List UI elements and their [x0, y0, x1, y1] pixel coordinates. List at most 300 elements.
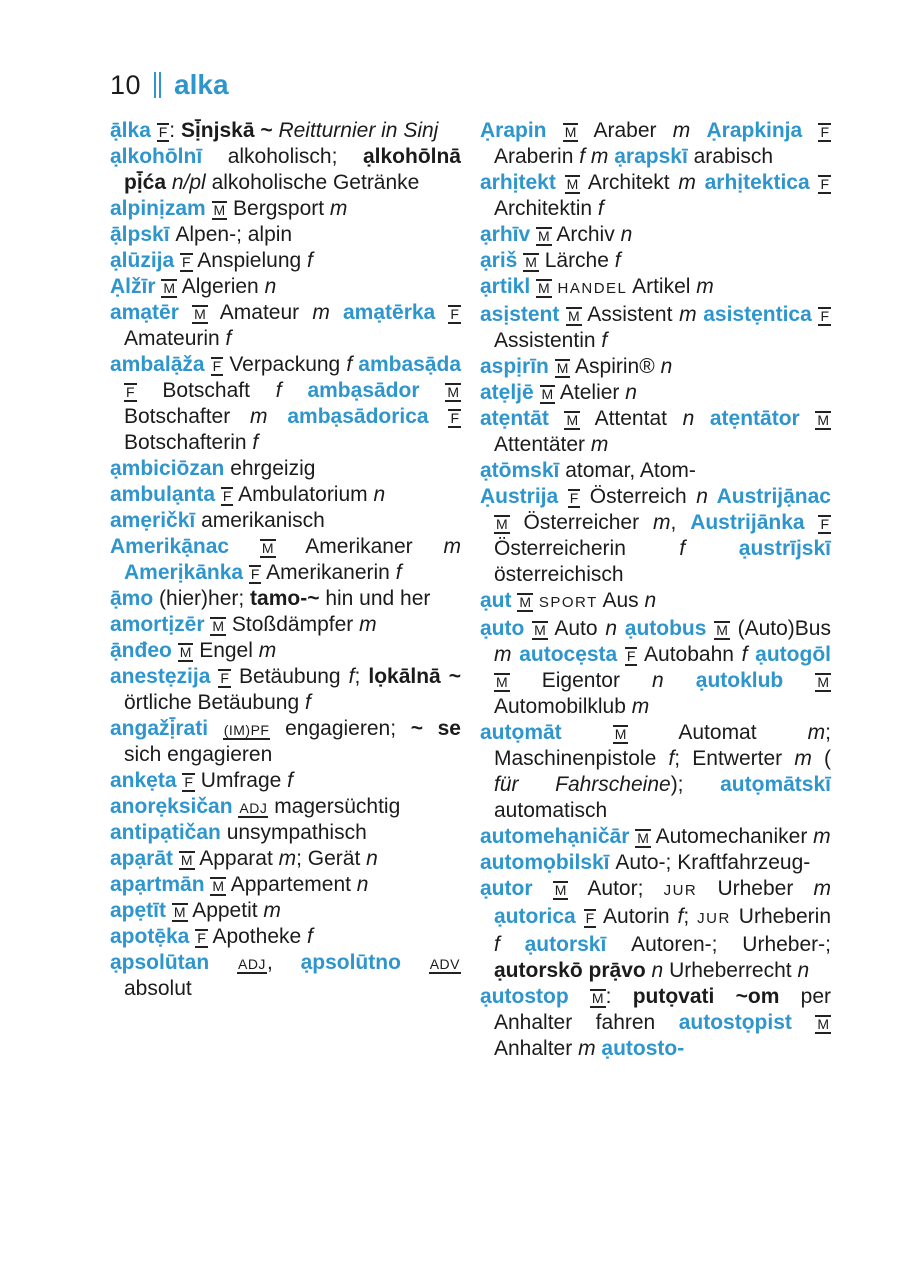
- translation-text: Bergsport: [227, 197, 330, 220]
- gender-letter: m: [652, 511, 671, 534]
- translation-text: Automechaniker: [650, 825, 814, 848]
- gender-letter: f: [614, 249, 621, 272]
- sub-headword: ~ se: [410, 717, 461, 740]
- gender-marker: F: [626, 648, 636, 664]
- gender-marker: M: [261, 540, 274, 556]
- gender-letter: m: [278, 847, 297, 870]
- gender-letter: f: [668, 747, 675, 770]
- headword: ambalạ̄ža: [110, 353, 211, 376]
- translation-text: Attentäter: [494, 433, 591, 456]
- gender-letter: f: [307, 925, 313, 948]
- translation-text: Attentat: [580, 407, 683, 430]
- dictionary-entry: [480, 984, 831, 1062]
- gender-marker: F: [820, 124, 829, 140]
- dictionary-entry: [480, 274, 831, 302]
- gender-marker: F: [585, 910, 595, 926]
- translation-text: Ambulatorium: [233, 483, 374, 506]
- gender-letter: f: [348, 665, 355, 688]
- gender-marker: M: [212, 618, 225, 634]
- gender-letter: f: [252, 431, 259, 454]
- translation-text: Botschafter: [124, 405, 251, 428]
- translation-text: ; Entwerter: [674, 747, 795, 770]
- translation-text: per Anhalter fahren: [494, 985, 831, 1034]
- headword: ạutogōl: [747, 643, 831, 666]
- headword: ạtōmskī: [480, 459, 566, 482]
- headword: antipạtičan: [110, 821, 227, 844]
- gender-marker: F: [222, 488, 232, 504]
- gender-marker: F: [220, 670, 229, 686]
- gender-marker: M: [534, 622, 546, 638]
- gender-letter: f: [287, 769, 293, 792]
- translation-text: (Auto)Bus: [729, 617, 831, 640]
- gender-marker: M: [716, 622, 728, 638]
- translation-text: Lärche: [538, 249, 615, 272]
- translation-text: Autoren-; Urheber-;: [631, 933, 831, 956]
- gender-letter: n/pl: [171, 171, 212, 194]
- headword: automehạničār: [480, 825, 636, 848]
- gender-letter: n: [366, 847, 378, 870]
- headword: atẹljē: [480, 381, 540, 404]
- gender-letter: f: [677, 905, 684, 928]
- gender-letter: n: [696, 485, 708, 508]
- headword: ạutor: [480, 877, 553, 900]
- headword: ạ̄nđeo: [110, 639, 178, 662]
- sub-headword: putọvati ~om: [632, 985, 801, 1008]
- gender-letter: f: [679, 537, 686, 560]
- headword: ạriš: [480, 249, 524, 272]
- headword: Amerịkānka: [124, 561, 249, 584]
- headword: ạlkohōlnī: [110, 145, 228, 168]
- translation-text: Aus: [597, 589, 645, 612]
- headword: ankẹta: [110, 769, 183, 792]
- gender-letter: m: [494, 643, 512, 666]
- gender-letter: m: [443, 535, 461, 558]
- dictionary-entry: [480, 720, 831, 824]
- dictionary-entry: [110, 118, 461, 144]
- gender-letter: f: [395, 561, 402, 584]
- headword: asịstent: [480, 303, 567, 326]
- headword: ạutostop: [480, 985, 590, 1008]
- headword: amortịzēr: [110, 613, 211, 636]
- dictionary-entry: [480, 484, 831, 588]
- dictionary-entry: [110, 456, 461, 482]
- gender-marker: M: [194, 306, 206, 322]
- gender-marker: M: [564, 124, 577, 140]
- gender-letter: m: [263, 899, 281, 922]
- dictionary-entry: [110, 898, 461, 924]
- field-label: SPORT: [538, 594, 598, 611]
- translation-text: hin und her: [325, 587, 431, 610]
- gender-letter: m: [359, 613, 377, 636]
- headword: ạ̄mo: [110, 587, 160, 610]
- translation-text: Amateurin: [124, 327, 226, 350]
- translation-text: (: [811, 747, 832, 770]
- headword: Amerikạ̄nac: [110, 535, 260, 558]
- gender-marker: F: [569, 490, 579, 506]
- dictionary-entry: [110, 222, 461, 248]
- dictionary-entry: [110, 274, 461, 300]
- gender-marker: M: [212, 878, 225, 894]
- translation-text: Österreicher: [509, 511, 653, 534]
- gender-marker: M: [566, 176, 579, 192]
- gender-letter: m: [578, 1037, 596, 1060]
- gender-marker: F: [450, 410, 459, 426]
- translation-text: arabisch: [693, 145, 774, 168]
- gender-letter: m: [631, 695, 650, 718]
- dictionary-entry: [480, 824, 831, 850]
- headword: ạrapskī: [608, 145, 694, 168]
- gender-letter: Reitturnier in Sinj: [278, 119, 439, 142]
- gender-letter: n: [605, 617, 618, 640]
- gender-marker: M: [554, 882, 567, 898]
- translation-text: Umfrage: [194, 769, 288, 792]
- headword: arhịtekt: [480, 171, 565, 194]
- gender-marker: F: [250, 566, 260, 582]
- sub-headword: tamo-~: [250, 587, 326, 610]
- dictionary-entry: [110, 924, 461, 950]
- gender-marker: M: [519, 594, 532, 610]
- headword: Ạrapin: [480, 119, 563, 142]
- headword: apotẹ̄ka: [110, 925, 196, 948]
- translation-text: Urheberrecht: [663, 959, 798, 982]
- translation-text: automatisch: [494, 799, 608, 822]
- field-label: JUR: [663, 882, 698, 899]
- gender-letter: m: [813, 877, 831, 900]
- translation-text: Engel: [193, 639, 259, 662]
- headword: ạustrījskī: [685, 537, 831, 560]
- gender-letter: n: [373, 483, 386, 506]
- sub-headword: lọkālnā ~: [368, 665, 462, 688]
- headword: ạutorskī: [499, 933, 632, 956]
- translation-text: (hier)her;: [159, 587, 251, 610]
- translation-text: Betäubung: [230, 665, 349, 688]
- headword: atẹntātor: [694, 407, 816, 430]
- gender-marker: F: [197, 930, 206, 946]
- gender-letter: m: [679, 303, 697, 326]
- gender-marker: F: [450, 306, 459, 322]
- translation-text: amerikanisch: [201, 509, 325, 532]
- gender-letter: für Fahrscheine: [494, 773, 671, 796]
- gender-letter: f: [304, 691, 311, 714]
- translation-text: ; Gerät: [296, 847, 367, 870]
- dictionary-entry: [110, 534, 461, 586]
- gender-marker: F: [184, 774, 193, 790]
- translation-text: Assistentin: [494, 329, 602, 352]
- dictionary-entry: [110, 846, 461, 872]
- gender-letter: f: [225, 327, 232, 350]
- translation-text: Eigentor: [509, 669, 653, 692]
- translation-text: atomar, Atom-: [565, 459, 696, 482]
- headword: alpinịzam: [110, 197, 212, 220]
- headword: ạutobus: [617, 617, 715, 640]
- dictionary-entry: [110, 638, 461, 664]
- dictionary-entry: [110, 196, 461, 222]
- dictionary-entry: [110, 950, 461, 1002]
- dictionary-entry: [480, 616, 831, 720]
- headword: Austrijānka: [690, 511, 819, 534]
- translation-text: Archiv: [551, 223, 621, 246]
- translation-text: Atelier: [555, 381, 626, 404]
- gender-letter: f: [275, 379, 282, 402]
- translation-text: Appetit: [187, 899, 264, 922]
- gender-marker: M: [179, 644, 192, 660]
- translation-text: ,: [266, 951, 301, 974]
- dictionary-entry: [110, 508, 461, 534]
- gender-letter: m: [590, 433, 609, 456]
- gender-marker: M: [568, 308, 580, 324]
- translation-text: Aspirin®: [570, 355, 661, 378]
- gender-letter: m: [312, 301, 330, 324]
- translation-text: Urheber: [697, 877, 814, 900]
- dictionary-entry: [480, 588, 831, 616]
- translation-text: Amerikaner: [275, 535, 444, 558]
- gender-marker: M: [591, 990, 604, 1006]
- gender-marker: M: [637, 830, 649, 846]
- dictionary-entry: [480, 248, 831, 274]
- gender-letter: n: [625, 381, 637, 404]
- dictionary-entry: [110, 820, 461, 846]
- dictionary-entry: [110, 768, 461, 794]
- translation-text: Amateur: [207, 301, 313, 324]
- gender-marker: M: [817, 412, 829, 428]
- gender-marker: M: [447, 384, 460, 400]
- translation-text: Botschaft: [136, 379, 276, 402]
- gender-letter: m: [678, 171, 696, 194]
- headword: anorẹksičan: [110, 795, 239, 818]
- dictionary-entry: [110, 716, 461, 768]
- gender-marker: M: [817, 674, 829, 690]
- pos-marker: ADJ: [237, 956, 266, 972]
- gender-marker: F: [182, 254, 191, 270]
- gender-marker: M: [817, 1016, 830, 1032]
- gender-marker: F: [820, 176, 829, 192]
- gender-letter: f: [741, 643, 748, 666]
- headword: arhịtektica: [695, 171, 819, 194]
- dictionary-entry: [110, 872, 461, 898]
- gender-marker: M: [163, 280, 176, 296]
- gender-marker: F: [158, 124, 168, 140]
- gender-marker: M: [614, 726, 627, 742]
- gender-marker: M: [496, 674, 508, 690]
- gender-letter: f: [597, 197, 604, 220]
- gender-marker: F: [212, 358, 222, 374]
- double-bar-divider-icon: [154, 72, 161, 98]
- translation-text: Appartement: [226, 873, 357, 896]
- translation-text: );: [670, 773, 721, 796]
- headword: Austrijạ̄nac: [707, 485, 831, 508]
- dictionary-entry: [110, 794, 461, 820]
- gender-marker: M: [496, 516, 508, 532]
- dictionary-entry: [110, 144, 461, 196]
- translation-text: Assistent: [581, 303, 680, 326]
- translation-text: Amerikanerin: [261, 561, 396, 584]
- headword: autostọpist: [678, 1011, 816, 1034]
- column-left: [110, 118, 461, 1062]
- text-columns: [110, 118, 832, 1062]
- headword: ạutorica: [494, 905, 584, 928]
- headword: amạtērka: [329, 301, 449, 324]
- dictionary-entry: [480, 380, 831, 406]
- headword: ạutoklub: [663, 669, 816, 692]
- translation-text: :: [169, 119, 181, 142]
- field-label: HANDEL: [557, 280, 628, 297]
- headword: ạpsolūtno: [300, 951, 429, 974]
- headword: apẹtīt: [110, 899, 172, 922]
- translation-text: Österreicherin: [494, 537, 680, 560]
- headword: ạrtikl: [480, 275, 537, 298]
- headword: ạlūzija: [110, 249, 181, 272]
- page-header: [110, 68, 832, 102]
- translation-text: Autorin: [596, 905, 678, 928]
- field-label: JUR: [697, 910, 731, 927]
- gender-letter: f: [494, 933, 500, 956]
- headword: ambulạnta: [110, 483, 221, 506]
- dictionary-entry: [480, 850, 831, 876]
- headword: autọmāt: [480, 721, 613, 744]
- headword: ạuto: [480, 617, 533, 640]
- dictionary-entry: [480, 876, 831, 984]
- dictionary-entry: [480, 458, 831, 484]
- headword: amạtēr: [110, 301, 193, 324]
- gender-marker: M: [180, 852, 193, 868]
- gender-letter: n: [660, 355, 673, 378]
- dictionary-entry: [480, 354, 831, 380]
- gender-letter: n: [651, 959, 664, 982]
- gender-marker: F: [126, 384, 135, 400]
- headword: ạut: [480, 589, 518, 612]
- headword: autọmātskī: [720, 773, 831, 796]
- headword: asistẹntica: [696, 303, 819, 326]
- headword: autocẹsta: [511, 643, 625, 666]
- translation-text: Algerien: [177, 275, 265, 298]
- translation-text: Automat: [628, 721, 808, 744]
- headword: Ạrapkinja: [690, 119, 819, 142]
- translation-text: ,: [670, 511, 691, 534]
- headword: ambạsādorica: [267, 405, 449, 428]
- gender-letter: m: [696, 275, 714, 298]
- translation-text: ;: [354, 665, 369, 688]
- translation-text: Urheberin: [730, 905, 831, 928]
- headword: automọbilskī: [480, 851, 616, 874]
- gender-marker: M: [541, 386, 554, 402]
- translation-text: Automobilklub: [494, 695, 632, 718]
- sub-headword: Sị̄njskā ~: [180, 119, 279, 142]
- pos-marker: (IM)PF: [223, 722, 270, 738]
- translation-text: Auto-; Kraftfahrzeug-: [615, 851, 811, 874]
- translation-text: ; Maschinenpistole: [494, 721, 831, 770]
- gender-letter: n: [682, 407, 695, 430]
- headword: apạrtmān: [110, 873, 211, 896]
- column-right: [480, 118, 831, 1062]
- gender-letter: m: [807, 721, 826, 744]
- translation-text: Autobahn: [637, 643, 742, 666]
- dictionary-entry: [110, 248, 461, 274]
- translation-text: örtliche Betäubung: [124, 691, 305, 714]
- translation-text: Araber: [578, 119, 673, 142]
- dictionary-entry: [480, 302, 831, 354]
- gender-letter: m: [258, 639, 277, 662]
- gender-marker: M: [538, 280, 550, 296]
- headword: anestẹzija: [110, 665, 219, 688]
- translation-text: Apotheke: [207, 925, 308, 948]
- translation-text: Architekt: [580, 171, 679, 194]
- pos-marker: ADV: [429, 956, 460, 972]
- translation-text: Stoßdämpfer: [226, 613, 360, 636]
- headword: ạ̄lpskī: [110, 223, 176, 246]
- gender-letter: m: [250, 405, 268, 428]
- headword: aspịrīn: [480, 355, 555, 378]
- translation-text: :: [605, 985, 633, 1008]
- gender-marker: M: [525, 254, 537, 270]
- gender-letter: n: [652, 669, 664, 692]
- dictionary-entry: [110, 664, 461, 716]
- translation-text: Autor;: [568, 877, 664, 900]
- headword: ạmbiciōzan: [110, 457, 231, 480]
- dictionary-entry: [110, 300, 461, 352]
- gender-letter: m: [794, 747, 812, 770]
- dictionary-entry: [480, 118, 831, 170]
- dictionary-entry: [480, 406, 831, 458]
- guide-word: alka: [174, 69, 229, 100]
- dictionary-entry: [110, 352, 461, 456]
- dictionary-entry: [110, 482, 461, 508]
- gender-letter: f m: [579, 145, 609, 168]
- translation-text: Anspielung: [192, 249, 308, 272]
- gender-letter: n: [620, 223, 633, 246]
- gender-letter: n: [644, 589, 657, 612]
- gender-letter: f: [601, 329, 608, 352]
- gender-marker: M: [566, 412, 579, 428]
- pos-marker: ADJ: [239, 800, 268, 816]
- headword: atẹntāt: [480, 407, 565, 430]
- page-number: 10: [110, 69, 142, 100]
- dictionary-entry: [480, 222, 831, 248]
- gender-letter: f: [307, 249, 313, 272]
- translation-text: Apparat: [194, 847, 279, 870]
- gender-letter: m: [329, 197, 348, 220]
- translation-text: Verpackung: [223, 353, 347, 376]
- translation-text: ehrgeizig: [230, 457, 316, 480]
- translation-text: magersüchtig: [268, 795, 401, 818]
- headword: amẹričkī: [110, 509, 202, 532]
- translation-text: alkoholisch;: [227, 145, 363, 168]
- gender-letter: n: [356, 873, 369, 896]
- gender-marker: F: [820, 516, 829, 532]
- dictionary-entry: [110, 586, 461, 612]
- headword: apạrāt: [110, 847, 179, 870]
- translation-text: Araberin: [494, 145, 580, 168]
- gender-letter: m: [672, 119, 691, 142]
- translation-text: sich engagieren: [124, 743, 273, 766]
- sub-headword: ạutorskō prạ̄vo: [494, 959, 652, 982]
- gender-letter: m: [813, 825, 831, 848]
- headword: ạpsolūtan: [110, 951, 237, 974]
- translation-text: Anhalter: [494, 1037, 579, 1060]
- translation-text: absolut: [124, 977, 192, 1000]
- headword: Ạlžīr: [110, 275, 162, 298]
- translation-text: Botschafterin: [124, 431, 253, 454]
- dictionary-entry: [110, 612, 461, 638]
- gender-marker: M: [538, 228, 550, 244]
- translation-text: Österreich: [580, 485, 697, 508]
- translation-text: Architektin: [494, 197, 598, 220]
- translation-text: Artikel: [627, 275, 697, 298]
- headword: ạutosto-: [595, 1037, 685, 1060]
- headword: angažị̄rati: [110, 717, 223, 740]
- gender-marker: F: [820, 308, 829, 324]
- headword: ạrhīv: [480, 223, 537, 246]
- translation-text: Alpen-; alpin: [175, 223, 293, 246]
